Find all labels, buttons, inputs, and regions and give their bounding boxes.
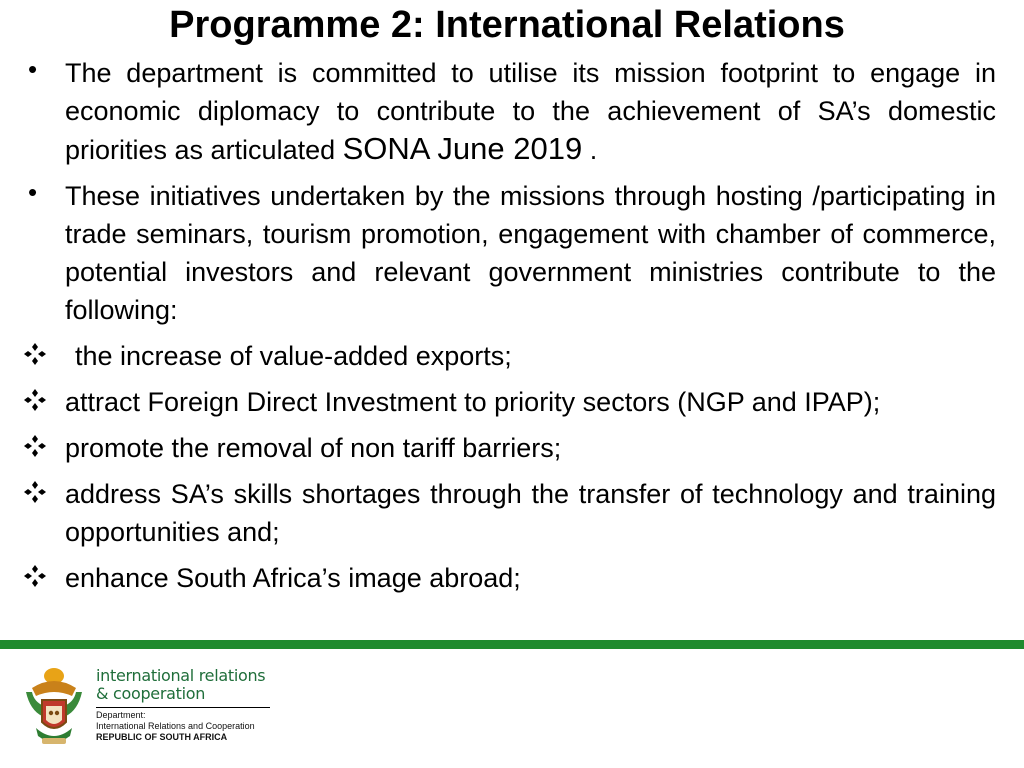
list-item — [24, 559, 996, 597]
page-title: Programme 2: International Relations — [169, 4, 845, 46]
coat-of-arms-icon — [22, 666, 86, 750]
list-item — [24, 429, 996, 467]
list-item-text: the increase of value-added exports; — [75, 341, 512, 371]
country-name: REPUBLIC OF SOUTH AFRICA — [96, 732, 228, 742]
diamond-bullet-icon — [24, 343, 46, 365]
bullet-item — [24, 177, 996, 329]
list-item — [24, 383, 996, 421]
bullet-text: These initiatives undertaken by the missions through hosting /participating in trade seminars, tourism promotion, engagement with chamber of commerce, potential investors and relevant government ministries contribute to the following: — [65, 181, 996, 325]
bullet-text: The department is committed to utilise its mission footprint to engage in economic diplomacy to contribute to the achievement of SA’s domestic priorities as articulated — [65, 58, 996, 165]
list-item-text: address SA’s skills shortages through the transfer of technology and training opportunities and; — [65, 479, 996, 547]
bullet-item — [24, 54, 996, 169]
department-label: Department: — [96, 710, 146, 720]
footer-divider — [0, 640, 1024, 649]
diamond-bullet-icon — [24, 565, 46, 587]
slide-body — [24, 54, 996, 605]
bullet-text-end: . — [582, 135, 598, 165]
diamond-bullet-icon — [24, 389, 46, 411]
bullet-icon: • — [28, 54, 38, 84]
list-item — [24, 337, 996, 375]
list-item — [24, 475, 996, 551]
list-item-text: attract Foreign Direct Investment to priority sectors (NGP and IPAP); — [65, 387, 881, 417]
footer-logo — [22, 666, 282, 756]
brand-name-line1: international relations — [96, 666, 266, 685]
department-name: International Relations and Cooperation — [96, 721, 255, 731]
brand-divider — [96, 707, 270, 708]
list-item-text: enhance South Africa’s image abroad; — [65, 563, 521, 593]
diamond-bullet-icon — [24, 435, 46, 457]
diamond-bullet-icon — [24, 481, 46, 503]
list-item-text: promote the removal of non tariff barriers; — [65, 433, 562, 463]
bullet-icon: • — [28, 177, 38, 207]
brand-name-line2: & cooperation — [96, 684, 206, 703]
bullet-text-emphasis: SONA June 2019 — [342, 131, 583, 166]
